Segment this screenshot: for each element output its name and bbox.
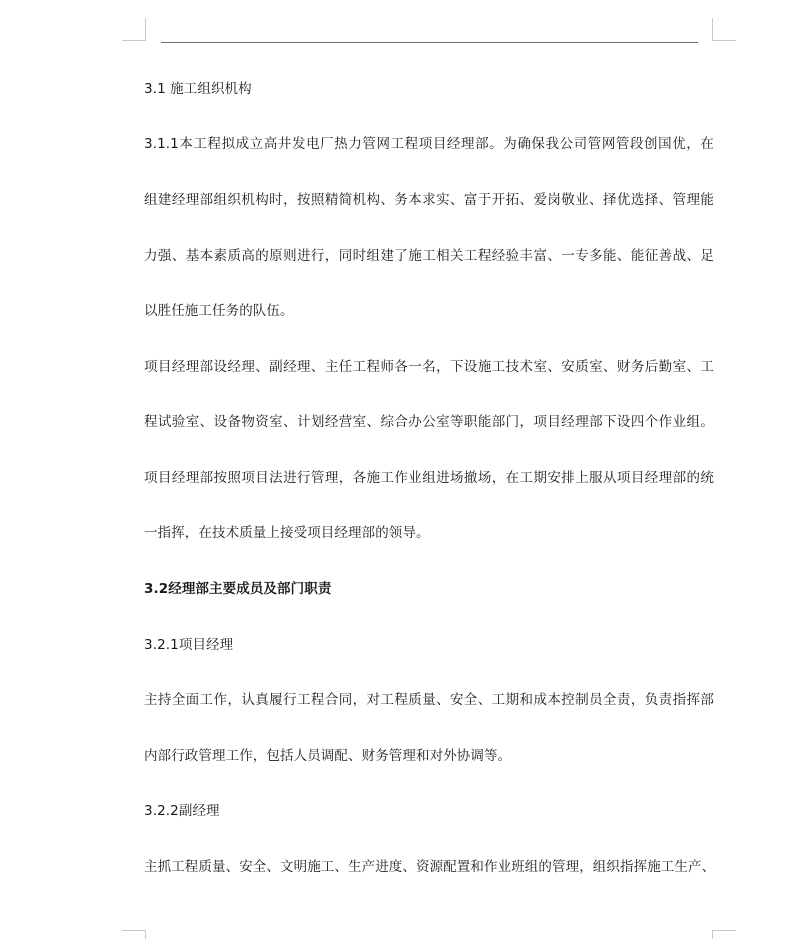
- crop-mark: [712, 930, 713, 939]
- crop-mark: [122, 930, 146, 931]
- heading-3-2: 3.2经理部主要成员及部门职责: [144, 581, 332, 597]
- paragraph-line: 项目经理部设经理、副经理、主任工程师各一名，下设施工技术室、安质室、财务后勤室、工: [144, 359, 714, 375]
- paragraph-line: 以胜任施工任务的队伍。: [144, 303, 294, 319]
- crop-mark: [145, 930, 146, 939]
- crop-mark: [712, 930, 736, 931]
- paragraph-line: 项目经理部按照项目法进行管理，各施工作业组进场撤场，在工期安排上服从项目经理部的统: [144, 470, 714, 486]
- paragraph-line: 主持全面工作，认真履行工程合同，对工程质量、安全、工期和成本控制员全责，负责指挥部: [144, 692, 714, 708]
- heading-3-2-2: 3.2.2副经理: [144, 803, 220, 819]
- heading-3-2-1: 3.2.1项目经理: [144, 637, 234, 653]
- paragraph-line: 主抓工程质量、安全、文明施工、生产进度、资源配置和作业班组的管理，组织指挥施工生产、: [144, 859, 716, 875]
- heading-3-1: 3.1 施工组织机构: [144, 81, 252, 97]
- paragraph-line: 一指挥，在技术质量上接受项目经理部的领导。: [144, 525, 430, 541]
- crop-mark: [122, 40, 146, 41]
- crop-mark: [145, 18, 146, 40]
- header-rule: [161, 42, 698, 43]
- paragraph-line: 内部行政管理工作，包括人员调配、财务管理和对外协调等。: [144, 748, 512, 764]
- paragraph-line: 程试验室、设备物资室、计划经营室、综合办公室等职能部门，项目经理部下设四个作业组。: [144, 414, 714, 430]
- crop-mark: [712, 40, 736, 41]
- paragraph-line: 3.1.1本工程拟成立高井发电厂热力管网工程项目经理部。为确保我公司管网管段创国优，在: [144, 136, 714, 152]
- paragraph-line: 组建经理部组织机构时，按照精简机构、务本求实、富于开拓、爱岗敬业、择优选择、管理能: [144, 192, 714, 208]
- crop-mark: [712, 18, 713, 40]
- paragraph-line: 力强、基本素质高的原则进行，同时组建了施工相关工程经验丰富、一专多能、能征善战、足: [144, 248, 714, 264]
